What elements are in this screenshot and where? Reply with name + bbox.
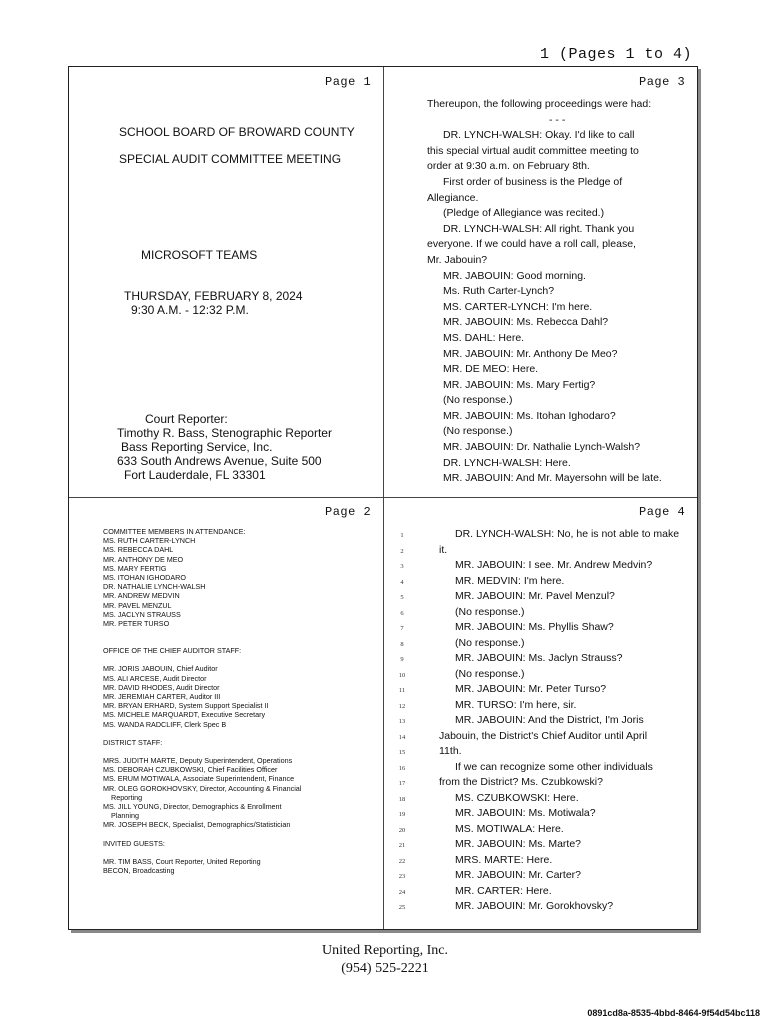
transcript-line: MR. JABOUIN: Mr. Anthony De Meo?: [443, 347, 618, 360]
district-line: MS. ERUM MOTIWALA, Associate Superintendent, Finance: [103, 774, 295, 784]
transcript-line: from the District? Ms. Czubkowski?: [439, 776, 603, 788]
guest-line: BECON, Broadcasting: [103, 866, 175, 876]
column-divider: [383, 67, 384, 929]
page-4-line-numbers: [395, 528, 409, 916]
transcript-line: If we can recognize some other individuals: [455, 760, 653, 773]
page-1-reporter-city: Fort Lauderdale, FL 33301: [124, 468, 266, 482]
page-4-label: Page 4: [639, 505, 686, 519]
line-number: 20: [398, 826, 406, 834]
transcript-line: MR. JABOUIN: Mr. Peter Turso?: [455, 683, 607, 695]
members-heading: COMMITTEE MEMBERS IN ATTENDANCE:: [103, 527, 246, 536]
line-number: 16: [398, 764, 406, 772]
line-number: 8: [400, 640, 404, 648]
page-1-time: 9:30 A.M. - 12:32 P.M.: [131, 303, 249, 317]
staff-line: MS. MICHELE MARQUARDT, Executive Secretary: [103, 710, 266, 720]
transcript-line: this special virtual audit committee meeting to: [427, 144, 639, 157]
transcript-line: MR. JABOUIN: Ms. Jaclyn Strauss?: [455, 652, 623, 664]
transcript-line: MR. JABOUIN: And the District, I'm Joris: [455, 714, 644, 726]
line-number: 25: [398, 904, 406, 911]
row-divider: [69, 497, 697, 498]
page-3-transcript: [427, 97, 689, 487]
transcript-line: MR. JABOUIN: Good morning.: [443, 269, 586, 282]
member-line: MS. RUTH CARTER-LYNCH: [103, 536, 196, 546]
transcript-line: Jabouin, the District's Chief Auditor until April: [439, 729, 648, 742]
district-line: MRS. JUDITH MARTE, Deputy Superintendent, Operations: [103, 756, 293, 766]
page-1-venue: MICROSOFT TEAMS: [141, 248, 258, 262]
line-number: 3: [400, 563, 404, 570]
transcript-line: MS. CZUBKOWSKI: Here.: [455, 791, 579, 804]
transcript-sheet: [68, 66, 698, 930]
pages-range-header: 1 (Pages 1 to 4): [539, 46, 692, 63]
transcript-line: MS. CARTER-LYNCH: I'm here.: [443, 300, 593, 313]
staff-line: MS. ALI ARCESE, Audit Director: [103, 673, 207, 683]
page-1-title-2: SPECIAL AUDIT COMMITTEE MEETING: [119, 152, 342, 166]
line-number: 13: [398, 718, 406, 725]
transcript-line: 11th.: [439, 745, 462, 757]
line-number: 15: [398, 749, 406, 756]
district-line: MR. OLEG GOROKHOVSKY, Director, Accounting & Financial: [103, 783, 302, 793]
transcript-line: MR. JABOUIN: And Mr. Mayersohn will be late.: [443, 472, 662, 485]
transcript-line: Allegiance.: [427, 191, 479, 204]
member-line: MR. ANTHONY DE MEO: [103, 554, 184, 564]
transcript-line: MR. DE MEO: Here.: [443, 363, 539, 376]
member-line: MS. JACLYN STRAUSS: [103, 609, 181, 619]
line-number: 18: [398, 795, 406, 803]
district-heading: DISTRICT STAFF:: [103, 737, 163, 747]
transcript-line: (No response.): [443, 394, 513, 407]
page-1-reporter-heading: Court Reporter:: [145, 412, 228, 426]
member-line: MR. PAVEL MENZUL: [103, 600, 172, 610]
transcript-line: MR. JABOUIN: Ms. Itohan Ighodaro?: [443, 409, 616, 422]
transcript-line: MRS. MARTE: Here.: [455, 853, 553, 866]
line-number: 12: [398, 702, 406, 710]
line-number: 17: [398, 780, 406, 787]
line-number: 10: [398, 671, 406, 679]
line-number: 19: [398, 811, 406, 818]
transcript-line: (No response.): [455, 636, 525, 649]
transcript-line: DR. LYNCH-WALSH: All right. Thank you: [443, 222, 635, 235]
page-3-label: Page 3: [639, 75, 686, 89]
transcript-line: MR. JABOUIN: Ms. Marte?: [455, 838, 582, 850]
transcript-line: (No response.): [455, 667, 525, 680]
transcript-line: order at 9:30 a.m. on February 8th.: [427, 160, 590, 173]
staff-line: MR. BRYAN ERHARD, System Support Specialist II: [103, 701, 269, 711]
line-number: 7: [400, 625, 404, 632]
transcript-line: DR. LYNCH-WALSH: Here.: [443, 456, 571, 469]
transcript-line: Ms. Ruth Carter-Lynch?: [443, 285, 555, 298]
page-2-attendance: [103, 527, 373, 875]
transcript-line: everyone. If we could have a roll call, please,: [427, 238, 636, 251]
district-line: MS. JILL YOUNG, Director, Demographics & Enrollment: [103, 802, 282, 812]
transcript-line: Mr. Jabouin?: [427, 253, 488, 266]
transcript-line: MR. JABOUIN: Ms. Rebecca Dahl?: [443, 316, 609, 329]
page-2-label: Page 2: [325, 505, 372, 519]
transcript-line: MR. JABOUIN: Dr. Nathalie Lynch-Walsh?: [443, 441, 641, 454]
transcript-line: MR. JABOUIN: Mr. Carter?: [455, 869, 582, 881]
transcript-line: it.: [439, 543, 448, 556]
district-line: Reporting: [111, 792, 143, 802]
transcript-line: MR. JABOUIN: Mr. Pavel Menzul?: [455, 590, 615, 602]
auditor-heading: OFFICE OF THE CHIEF AUDITOR STAFF:: [103, 646, 242, 656]
line-number: 21: [398, 842, 406, 849]
transcript-line: First order of business is the Pledge of: [443, 175, 623, 188]
line-number: 1: [400, 532, 404, 539]
page-1-date: THURSDAY, FEBRUARY 8, 2024: [124, 289, 303, 303]
transcript-line: MS. MOTIWALA: Here.: [455, 822, 564, 835]
line-number: 6: [400, 609, 404, 617]
transcript-line: (Pledge of Allegiance was recited.): [443, 207, 605, 220]
member-line: DR. NATHALIE LYNCH-WALSH: [103, 582, 206, 592]
line-number: 4: [400, 578, 404, 586]
transcript-line: (No response.): [443, 425, 513, 438]
staff-line: MS. WANDA RADCLIFF, Clerk Spec B: [103, 719, 227, 729]
page-1-reporter-company: Bass Reporting Service, Inc.: [121, 440, 273, 454]
footer: [0, 942, 770, 978]
transcript-line: MR. JABOUIN: Mr. Gorokhovsky?: [455, 900, 614, 912]
transcript-line: MR. JABOUIN: Ms. Mary Fertig?: [443, 378, 596, 391]
footer-company: United Reporting, Inc.: [322, 943, 448, 958]
transcript-line: MR. CARTER: Here.: [455, 884, 552, 897]
footer-phone: (954) 525-2221: [341, 961, 429, 976]
transcript-line: MR. TURSO: I'm here, sir.: [455, 698, 577, 711]
line-number: 24: [398, 888, 406, 896]
member-line: MS. ITOHAN IGHODARO: [103, 573, 186, 583]
member-line: MS. REBECCA DAHL: [103, 545, 174, 555]
page-1-reporter-name: Timothy R. Bass, Stenographic Reporter: [117, 426, 332, 440]
staff-line: MR. DAVID RHODES, Audit Director: [103, 682, 220, 692]
transcript-line: DR. LYNCH-WALSH: Okay. I'd like to call: [443, 129, 635, 142]
line-number: 5: [400, 594, 404, 601]
transcript-line: MR. JABOUIN: I see. Mr. Andrew Medvin?: [455, 559, 653, 571]
transcript-line: MR. JABOUIN: Ms. Phyllis Shaw?: [455, 621, 614, 633]
document-id: 0891cd8a-8535-4bbd-8464-9f54d54bc118: [587, 1008, 760, 1018]
member-line: MR. ANDREW MEDVIN: [103, 591, 180, 601]
page-4-transcript: [439, 527, 689, 915]
transcript-line: MR. JABOUIN: Ms. Motiwala?: [455, 807, 596, 819]
transcript-line: DR. LYNCH-WALSH: No, he is not able to make: [455, 528, 680, 540]
line-number: 22: [398, 857, 406, 865]
page-1-label: Page 1: [325, 75, 372, 89]
staff-line: MR. JEREMIAH CARTER, Auditor III: [103, 692, 221, 702]
district-line: Planning: [111, 811, 139, 821]
transcript-line: MR. MEDVIN: I'm here.: [455, 574, 565, 587]
line-number: 11: [398, 687, 406, 694]
member-line: MS. MARY FERTIG: [103, 563, 167, 573]
line-number: 9: [400, 656, 404, 663]
line-number: 14: [398, 733, 406, 741]
transcript-line: - - -: [549, 113, 566, 126]
staff-line: MR. JORIS JABOUIN, Chief Auditor: [103, 664, 218, 674]
district-line: MR. JOSEPH BECK, Specialist, Demographics/Statistician: [103, 820, 291, 830]
line-number: 2: [400, 547, 404, 555]
guests-heading: INVITED GUESTS:: [103, 838, 165, 848]
line-number: 23: [398, 873, 406, 880]
transcript-line: (No response.): [455, 605, 525, 618]
page-1-reporter-address: 633 South Andrews Avenue, Suite 500: [117, 454, 322, 468]
district-line: MS. DEBORAH CZUBKOWSKI, Chief Facilities Officer: [103, 765, 278, 775]
guest-line: MR. TIM BASS, Court Reporter, United Reporting: [103, 856, 261, 866]
member-line: MR. PETER TURSO: [103, 619, 170, 629]
page-1-title-1: SCHOOL BOARD OF BROWARD COUNTY: [119, 125, 355, 139]
transcript-line: Thereupon, the following proceedings were had:: [427, 98, 652, 110]
transcript-line: MS. DAHL: Here.: [443, 331, 525, 344]
